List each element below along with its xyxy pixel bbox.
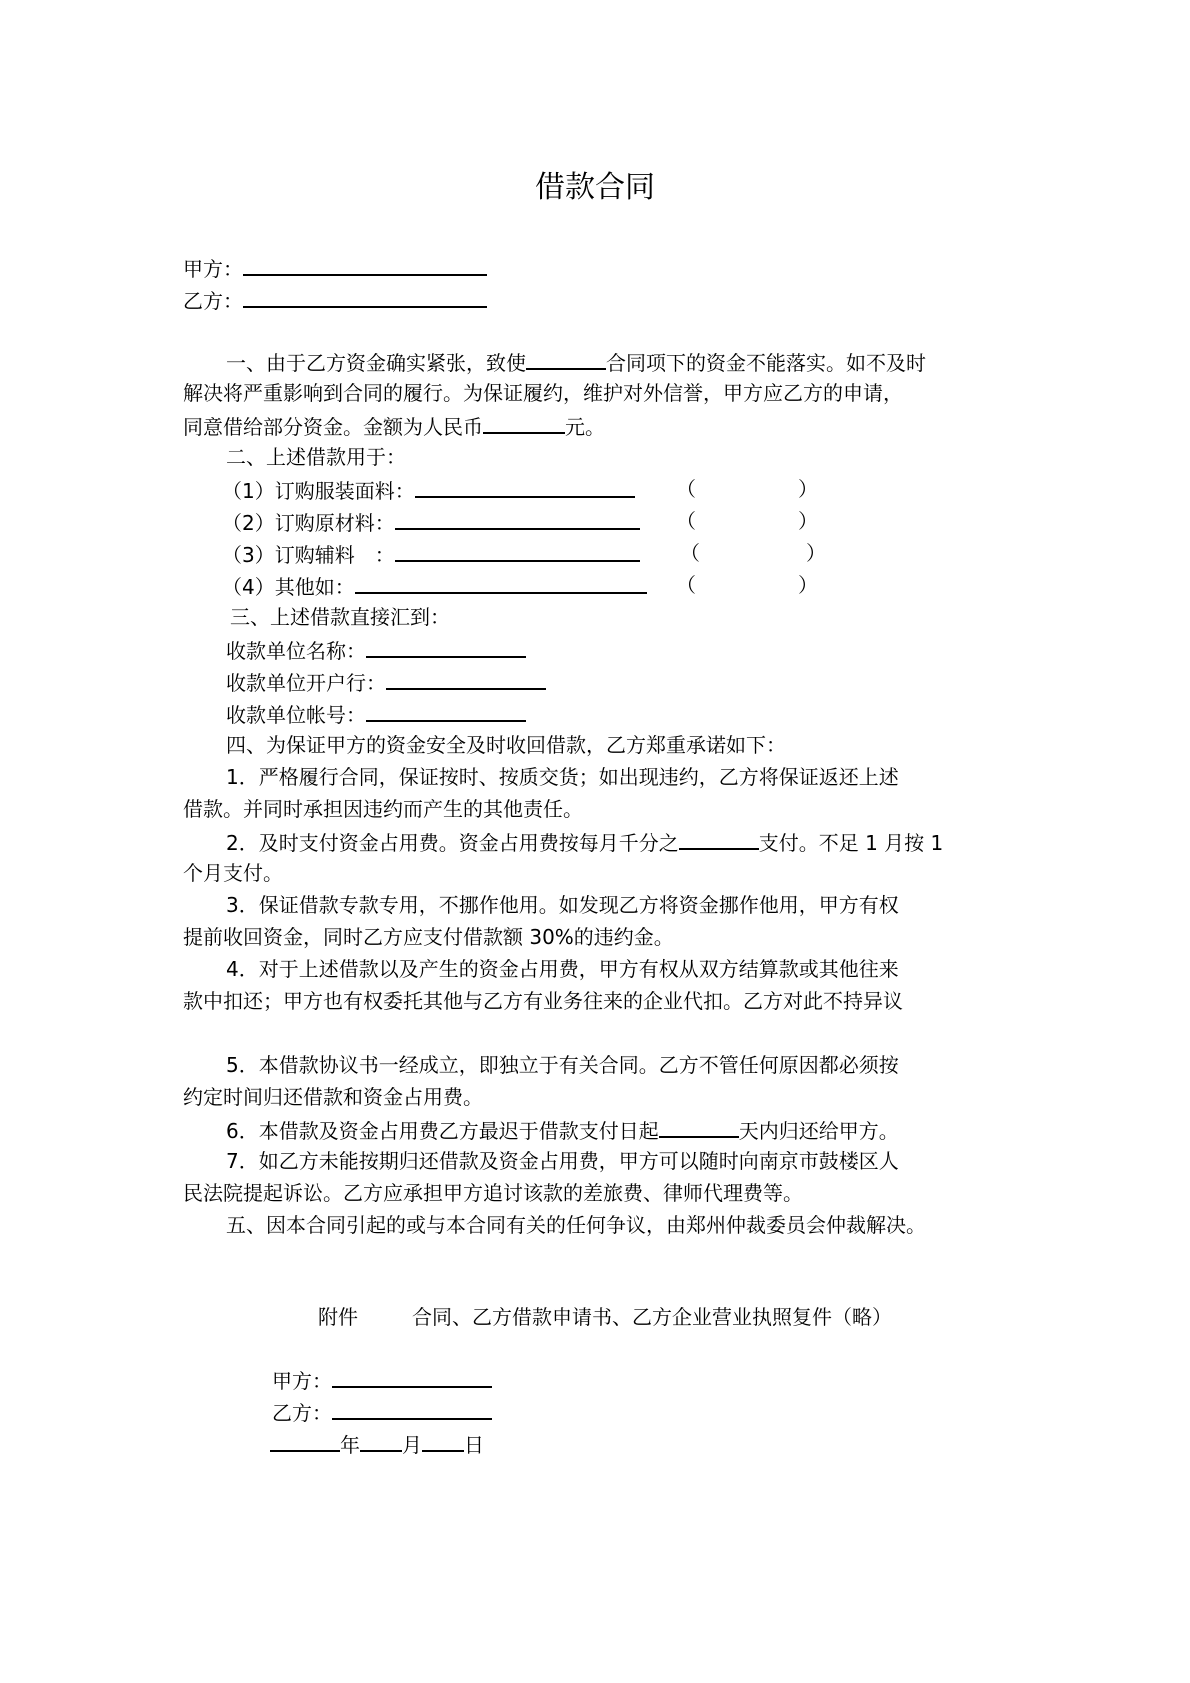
sign-party-a-line [272,1366,492,1392]
sec4-heading: 四、为保证甲方的资金安全及时收回借款，乙方郑重承诺如下： [226,733,786,757]
sec3-account-line [226,700,526,726]
sec4-p1-line2: 借款。并同时承担因违约而产生的其他责任。 [183,797,583,821]
sec1-line1 [226,348,926,374]
sec4-p6-text-a: 6．本借款及资金占用费乙方最迟于借款支付日起 [226,1119,659,1143]
sec2-heading: 二、上述借款用于： [226,445,406,469]
sec1-yuan: 元。 [565,415,605,439]
party-b-label: 乙方： [183,289,243,313]
sec2-item-2 [222,508,640,534]
sign-party-b-line [272,1398,492,1424]
sec1-line3 [183,412,605,438]
sec4-p4-line1: 4．对于上述借款以及产生的资金占用费，甲方有权从双方结算款或其他往来 [226,957,899,981]
fee-rate-blank[interactable] [679,828,759,850]
sign-party-b-label: 乙方： [272,1401,332,1425]
payee-bank-blank[interactable] [386,668,546,690]
day-blank[interactable] [422,1430,464,1452]
month-label: 月 [402,1433,422,1457]
sec4-p2-line2: 个月支付。 [183,861,283,885]
sec2-item-blank[interactable] [355,572,647,594]
attachment-label: 附件 [318,1305,358,1329]
sec4-p3-line2: 提前收回资金，同时乙方应支付借款额 30%的违约金。 [183,925,674,949]
document-title: 借款合同 [535,170,655,205]
sec2-item-blank[interactable] [415,476,635,498]
sec4-p2-line1 [226,828,943,854]
sign-date-line [270,1430,484,1456]
party-a-line [183,254,487,280]
sign-party-a-label: 甲方： [272,1369,332,1393]
sec2-item-label: （3）订购辅料 ： [222,543,395,567]
sec2-item-label: （4）其他如： [222,575,355,599]
sec2-item-1-paren-close: ） [798,477,818,501]
sec2-item-4 [222,572,647,598]
sec4-p6-line [226,1116,899,1142]
sec3-bank-line [226,668,546,694]
payee-name-blank[interactable] [366,636,526,658]
sec2-item-label: （2）订购原材料： [222,511,395,535]
sec4-p7-line2: 民法院提起诉讼。乙方应承担甲方追讨该款的差旅费、律师代理费等。 [183,1181,803,1205]
sign-party-b-blank[interactable] [332,1398,492,1420]
sec4-p5-line2: 约定时间归还借款和资金占用费。 [183,1085,483,1109]
sec3-heading: 三、上述借款直接汇到： [230,605,450,629]
year-blank[interactable] [270,1430,340,1452]
payee-account-blank[interactable] [366,700,526,722]
sec3-name-line [226,636,526,662]
sec2-item-3 [222,540,640,566]
sec4-p2-text-a: 2．及时支付资金占用费。资金占用费按每月千分之 [226,831,679,855]
payee-bank-label: 收款单位开户行： [226,671,386,695]
sec2-item-3-paren-open: （ [680,541,700,565]
payee-name-label: 收款单位名称： [226,639,366,663]
sec2-item-4-paren-close: ） [798,573,818,597]
party-b-blank[interactable] [243,286,487,308]
sign-party-a-blank[interactable] [332,1366,492,1388]
sec2-item-blank[interactable] [395,508,640,530]
repay-days-blank[interactable] [659,1116,739,1138]
sec2-item-1 [222,476,635,502]
party-a-label: 甲方： [183,257,243,281]
sec1-amount-blank[interactable] [483,412,565,434]
sec2-item-2-paren-close: ） [798,509,818,533]
sec1-text-a: 一、由于乙方资金确实紧张，致使 [226,351,526,375]
day-label: 日 [464,1433,484,1457]
sec2-item-1-paren-open: （ [676,477,696,501]
sec1-line2: 解决将严重影响到合同的履行。为保证履约，维护对外信誉，甲方应乙方的申请， [183,381,903,405]
sec2-item-3-paren-close: ） [806,541,826,565]
sec5-line: 五、因本合同引起的或与本合同有关的任何争议，由郑州仲裁委员会仲裁解决。 [226,1213,926,1237]
sec4-p2-text-b: 支付。不足 1 月按 1 [758,831,944,855]
sec1-contract-blank[interactable] [526,348,606,370]
month-blank[interactable] [360,1430,402,1452]
sec2-item-blank[interactable] [395,540,640,562]
sec1-text-b: 合同项下的资金不能落实。如不及时 [606,351,926,375]
sec1-amount-text: 同意借给部分资金。金额为人民币 [183,415,483,439]
sec2-item-2-paren-open: （ [676,509,696,533]
sec4-p6-text-b: 天内归还给甲方。 [738,1119,899,1143]
sec4-p1-line1: 1．严格履行合同，保证按时、按质交货；如出现违约，乙方将保证返还上述 [226,765,899,789]
sec2-item-label: （1）订购服装面料： [222,479,415,503]
party-b-line [183,286,487,312]
attachment-text: 合同、乙方借款申请书、乙方企业营业执照复件（略） [412,1305,892,1329]
year-label: 年 [340,1433,360,1457]
sec2-item-4-paren-open: （ [676,573,696,597]
sec4-p7-line1: 7．如乙方未能按期归还借款及资金占用费，甲方可以随时向南京市鼓楼区人 [226,1149,899,1173]
sec4-p4-line2: 款中扣还；甲方也有权委托其他与乙方有业务往来的企业代扣。乙方对此不持异议 [183,989,903,1013]
payee-account-label: 收款单位帐号： [226,703,366,727]
party-a-blank[interactable] [243,254,487,276]
sec4-p5-line1: 5．本借款协议书一经成立，即独立于有关合同。乙方不管任何原因都必须按 [226,1053,899,1077]
sec4-p3-line1: 3．保证借款专款专用，不挪作他用。如发现乙方将资金挪作他用，甲方有权 [226,893,899,917]
